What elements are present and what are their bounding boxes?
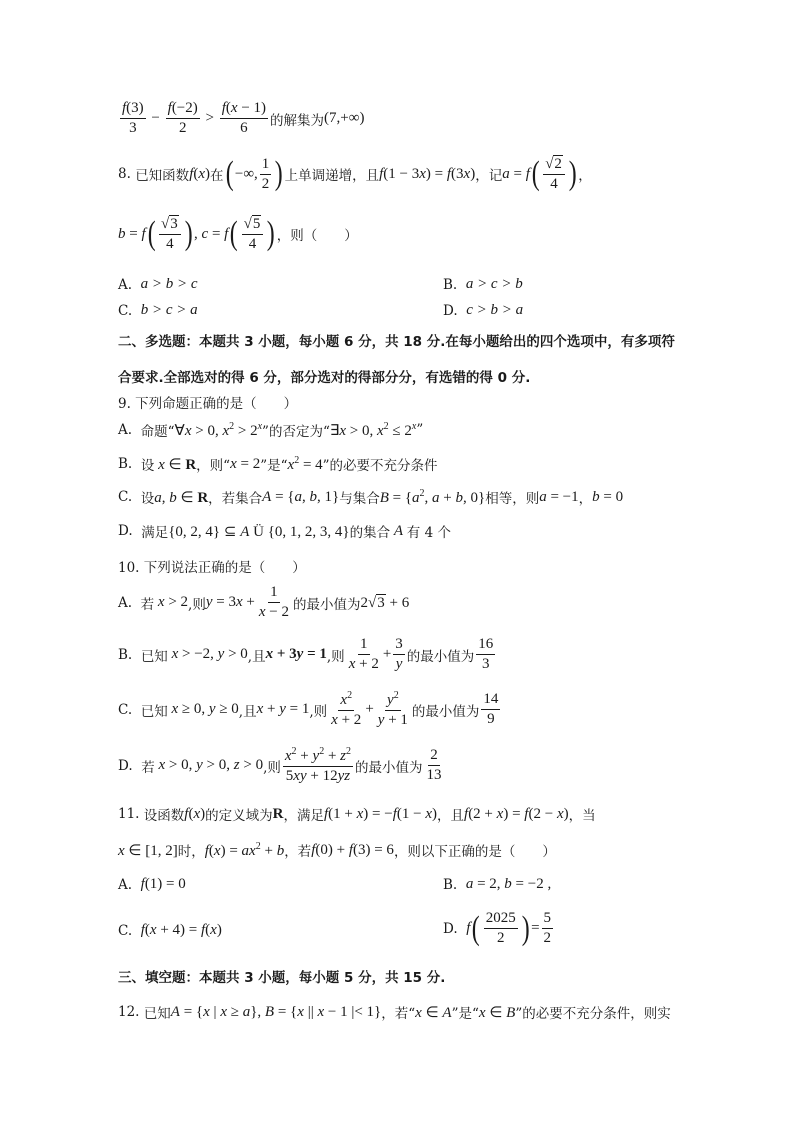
q10-text: ,且 [238,703,257,720]
q12-text: ”的必要不充分条件，则实 [515,1006,671,1022]
q9-text: ”是“ [260,458,288,474]
q9-text: 命题“ [140,424,175,440]
fraction: $\frac{3}{y}$ [395,636,403,673]
q9-option-a: A. 命题“ ∀x > 0, $x^2 > 2^x$ ”的否定为“ ∃x > 0, $x^2 \le 2^x$ ” [118,420,424,440]
q7-interval: (7,+∞) [324,110,365,127]
q9-text: 的集合 [349,525,391,541]
q8-text: ，记 [475,168,503,185]
option-expr: a > b > c [140,276,198,292]
fraction: $\frac{f(3)}{3}$ [122,100,144,137]
q8-option-d [443,302,523,319]
fraction: $\frac{f(x - 1)}{6}$ [221,100,267,137]
fraction: √ 3 4 [159,215,181,254]
q11-text: ，满足 [283,808,324,824]
q8-text: 在 [210,168,224,185]
q8-option-c [118,302,198,319]
q8-option-a [118,276,198,293]
q12-text: ”是“ [451,1006,479,1022]
q9-option-c: C. 设 a, b ∈ R ，若集合 A = {a, b, 1} 与集合 $B = \{a^2$, a + b, 0} 相等，则 a = −1 ， b = 0 [118,487,624,507]
q11-text: ，则以下正确的是（ ） [393,844,556,860]
q11-text: ，且 [437,808,465,824]
option-label: A. [118,876,133,893]
q9-text: 满足 [141,525,169,541]
question-number: 12. [118,1004,140,1020]
question-number: 8. [118,166,131,183]
q10-text: 若 [141,759,155,776]
q10-option-c: C. 已知 x ≥ 0, y ≥ 0 ,且 x + y = 1 ,则 $\frac{x^2}{x + 2}$ + $\frac{y^2}{y + 1}$ 的最小值为 $\frac{14}{9}$ [118,690,499,729]
fraction: $\frac{1}{x + 2}$ [348,636,379,673]
q10-text: 若 [140,596,155,613]
q8-stem-line2: b = f ( √ 3 4 ) , c = f ( √ 5 4 ) ，则（ ） [118,215,358,253]
fraction: $\frac{16}{3}$ [478,636,494,673]
option-label: D. [118,523,133,539]
q11-text: 的定义域为 [205,808,273,824]
q9-text: ”的否定为“ [262,424,330,440]
q8-text: 上单调递增，且 [284,168,380,185]
fraction: √ 5 4 [242,215,264,254]
q9-text: 与集合 [339,491,380,507]
q11-option-b: B. a = 2, b = −2 , [443,876,552,893]
section2-heading-cont: 合要求.全部选对的得 6 分，部分选对的得部分分，有选错的得 0 分. [118,370,531,386]
q11-option-d: D. f ( $\frac{2025}{2}$ ) = $\frac{5}{2}$ [443,909,552,947]
option-label: B. [443,276,458,293]
q11-text: ，若 [284,844,312,860]
q10-text: ,则 [326,648,345,665]
q10-text: 的最小值为 [355,759,423,776]
fraction: $\frac{2}{13}$ [426,747,442,784]
fraction: $\frac{5}{2}$ [543,910,552,947]
q9-text: ”的必要不充分条件 [322,458,438,474]
q10-text: 已知 [140,703,168,720]
option-label: C. [118,922,133,939]
q10-text: 的最小值为 [293,596,361,613]
q12-text: 已知 [143,1006,171,1022]
q8-text: 已知函数 [135,168,190,185]
q11-option-a: A. f(1) = 0 [118,876,186,893]
option-label: B. [443,876,458,893]
q9-stem: 9. 下列命题正确的是（ ） [118,396,298,412]
q11-text: ，当 [568,808,596,824]
q10-stem: 10. 下列说法正确的是（ ） [118,560,306,576]
q9-text: ， [578,491,593,507]
q7-tail-line: $\frac{f(3)}{3}$ − $\frac{f(-2)}{2}$ > $\frac{f(x - 1)}{6}$ 的解集为 (7,+∞) [122,100,365,137]
q11-text: 时， [177,844,205,860]
section3-heading: 三、填空题：本题共 3 小题，每小题 5 分，共 15 分. [118,970,446,986]
q9-option-b: B. 设 x ∈ R ，则“ x = 2 ”是“ $x^2 = 4$ ”的必要不充分条件 [118,454,438,474]
q8-option-b [443,276,523,293]
fraction: $\frac{x^2 + y^2 + z^2}{5xy + 12yz}$ [284,746,351,785]
q10-text: ,则 [188,596,206,613]
option-label: C. [118,489,133,505]
option-expr: b > c > a [140,302,198,318]
fraction: √ 2 4 [543,155,565,194]
q9-text: 相等，则 [485,491,540,507]
fraction: $\frac{x^2}{x + 2}$ [331,690,362,729]
option-label: B. [118,646,133,663]
q9-text: 设 [140,458,155,474]
q10-option-a: A. 若 x > 2 ,则 y = 3x + $\frac{1}{x - 2}$ 的最小值为 2√ 3 + 6 [118,584,410,621]
option-label: A. [118,594,133,611]
q9-text: ，若集合 [208,491,263,507]
q7-solution-text: 的解集为 [270,112,325,129]
q10-option-b: B. 已知 x > −2, y > 0 ,且 x + 3y = 1 ,则 $\frac{1}{x + 2}$ + $\frac{3}{y}$ 的最小值为 $\frac{16}{3}$ [118,636,494,673]
q9-text: ，则“ [196,458,231,474]
q10-text: 的最小值为 [411,703,480,720]
option-label: A. [118,276,133,293]
option-label: C. [118,302,133,319]
fraction: $\frac{1}{x - 2}$ [258,584,289,621]
fraction: $\frac{y^2}{y + 1}$ [377,690,408,729]
q11-stem-line: 11. 设函数 f(x) 的定义域为 R ，满足 f(1 + x) = −f(1 − x) ，且 f(2 + x) = f(2 − x) ，当 [118,805,596,824]
q10-text: ,则 [263,759,281,776]
section2-heading: 二、多选题：本题共 3 小题，每小题 6 分，共 18 分.在每小题给出的四个选项中，有多项符 [118,334,675,350]
q9-text: 设 [140,491,155,507]
option-expr: a > c > b [465,276,523,292]
q10-text: 的最小值为 [406,648,475,665]
q11-text: 设函数 [143,808,185,824]
q10-text: ,则 [309,703,328,720]
option-label: D. [443,302,458,319]
q8-stem-line: 8. 已知函数 f(x) 在 ( −∞, $\frac{1}{2}$ ) 上单调递增，且 f(1 − 3x) = f(3x) ，记 a = f ( √ 2 4 ) ， [118,155,592,193]
fraction: $\frac{14}{9}$ [483,691,499,728]
q9-option-d: D. 满足 {0, 2, 4} ⊆ A Ü {0, 1, 2, 3, 4} 的集合 A 有 4 个 [118,522,451,541]
q10-option-d: D. 若 x > 0, y > 0, z > 0 ,则 $\frac{x^2 + y^2 + z^2}{5xy + 12yz}$ 的最小值为 $\frac{2}{13}$ [118,746,442,785]
q9-text: ” [416,422,424,438]
option-expr: c > b > a [466,302,524,318]
q10-text: 已知 [140,648,168,665]
question-number: 11. [118,806,140,822]
option-label: C. [118,701,133,718]
option-label: A. [118,422,133,438]
option-label: B. [118,456,133,472]
q8-text: ，则（ ） [276,228,358,245]
fraction: $\frac{1}{2}$ [261,155,270,192]
q12-text: ，若“ [381,1006,416,1022]
option-label: D. [118,757,133,774]
fraction: $\frac{f(-2)}{2}$ [167,100,198,137]
q9-text: 有 4 个 [406,525,451,541]
q11-stem-line2: x ∈ [1, 2] 时， $f(x) = ax^2 + b$ ，若 f(0) + f(3) = 6 ，则以下正确的是（ ） [118,840,556,860]
option-label: D. [443,920,458,937]
q10-text: ,且 [247,648,266,665]
fraction: $\frac{2025}{2}$ [485,910,516,947]
q11-option-c: C. f(x + 4) = f(x) [118,922,222,939]
q12-stem-line: 12. 已知 A = {x | x ≥ a}, B = {x || x − 1 |< 1} ，若“ x ∈ A ”是“ x ∈ B ”的必要不充分条件，则实 [118,1003,671,1022]
